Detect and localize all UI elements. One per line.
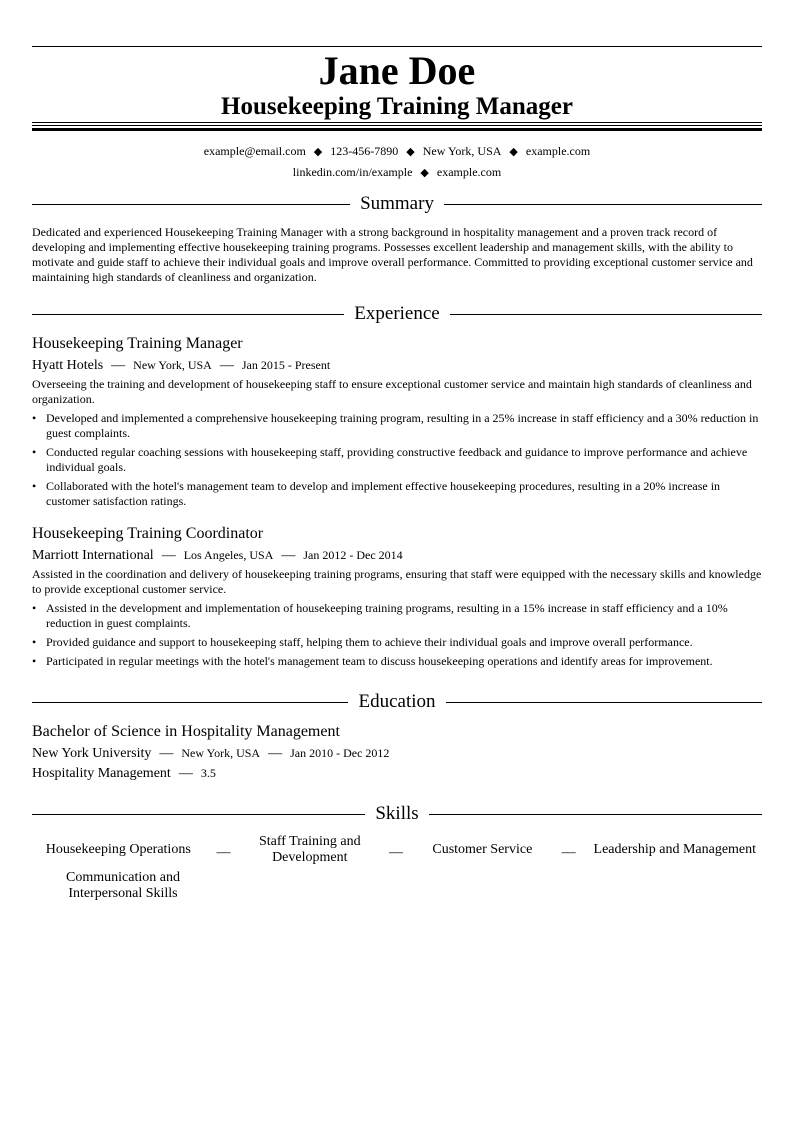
job-bullets xyxy=(32,411,762,513)
skill-item: Communication and Interpersonal Skills xyxy=(66,870,180,901)
skill-separator: — xyxy=(389,845,404,860)
skill-separator: — xyxy=(216,845,231,860)
diamond-icon: ◆ xyxy=(406,146,415,158)
education-meta: New York University — New York, USA — Jan 2010 - Dec 2012 xyxy=(32,746,390,761)
diamond-icon: ◆ xyxy=(313,146,323,158)
skills-title: Skills xyxy=(375,803,419,824)
phone-text: 123-456-7890 xyxy=(330,144,399,158)
skill-item: Housekeeping Operations xyxy=(45,842,191,857)
summary-text: Dedicated and experienced Housekeeping Training Manager with a strong background in hospitality management and a proven track record of developing and implementing effective housekeeping training programs. Possesses excellent leadership and management skills, with the ability to motivate and guide staff to achieve their individual goals and improve overall performance. Committed to providing exceptional customer service and maintaining high standards of cleanliness and organization. xyxy=(32,225,753,284)
job-location: New York, USA xyxy=(133,358,212,372)
list-item: • Participated in regular meetings with the hotel's management team to discuss housekeeping operations and identify areas for improvement. xyxy=(32,654,713,668)
gpa-value: 3.5 xyxy=(200,766,216,780)
skill-item: Staff Training and Development xyxy=(258,834,361,865)
job-title: Housekeeping Training Coordinator xyxy=(32,525,264,542)
diamond-icon: ◆ xyxy=(420,167,429,179)
job-company: Hyatt Hotels xyxy=(32,358,104,373)
skill-separator: — xyxy=(561,845,576,860)
list-item: • Developed and implemented a comprehensive housekeeping training program, resulting in a 25% increase in staff efficiency and a 30% reduction in guest complaints. xyxy=(32,411,759,440)
job-dates: Jan 2012 - Dec 2014 xyxy=(303,548,403,562)
candidate-role: Housekeeping Training Manager xyxy=(221,93,573,120)
education-field: Hospitality Management — 3.5 xyxy=(32,766,216,781)
education-heading xyxy=(32,690,762,714)
contact-line-1 xyxy=(32,143,762,160)
degree-title: Bachelor of Science in Hospitality Management xyxy=(32,723,340,740)
experience-title: Experience xyxy=(354,303,440,324)
list-item: • Conducted regular coaching sessions with housekeeping staff, providing constructive feedback and guidance to improve performance and achieve individual goals. xyxy=(32,445,748,474)
email-link[interactable]: example@email.com xyxy=(203,144,306,158)
job-dates: Jan 2015 - Present xyxy=(241,358,331,372)
job-title: Housekeeping Training Manager xyxy=(32,335,243,352)
list-item: • Collaborated with the hotel's management team to develop and implement effective housekeeping procedures, resulting in a 20% increase in customer satisfaction ratings. xyxy=(32,479,721,508)
job-meta: Hyatt Hotels — New York, USA — Jan 2015 - Present xyxy=(32,358,331,373)
job-description: Overseeing the training and development of housekeeping staff to ensure exceptional customer service and maintain high standards of cleanliness and organization. xyxy=(32,377,752,406)
experience-heading xyxy=(32,302,762,326)
skills-row-2 xyxy=(32,870,762,902)
list-item: • Assisted in the development and implementation of housekeeping training programs, resulting in a 15% increase in staff efficiency and a 10% reduction in guest complaints. xyxy=(32,601,728,630)
list-item: • Provided guidance and support to housekeeping staff, helping them to achieve their individual goals and improve overall performance. xyxy=(32,635,693,649)
diamond-icon: ◆ xyxy=(509,146,518,158)
job-meta: Marriott International — Los Angeles, USA — Jan 2012 - Dec 2014 xyxy=(32,548,403,563)
website-link-2[interactable]: example.com xyxy=(436,165,502,179)
education-dates: Jan 2010 - Dec 2012 xyxy=(290,746,390,760)
candidate-name: Jane Doe xyxy=(318,48,476,93)
website-link[interactable]: example.com xyxy=(525,144,591,158)
school-location: New York, USA xyxy=(181,746,261,760)
contact-line-2 xyxy=(32,164,762,181)
job-location: Los Angeles, USA xyxy=(183,548,274,562)
skill-item: Leadership and Management xyxy=(593,842,757,857)
job-company: Marriott International xyxy=(32,548,154,563)
education-title: Education xyxy=(358,691,436,712)
school-name: New York University xyxy=(32,746,152,761)
job-description: Assisted in the coordination and delivery of housekeeping training programs, ensuring that staff were equipped with the necessary skills and knowledge to provide exceptional customer service. xyxy=(32,567,762,596)
skill-item: Customer Service xyxy=(432,842,533,857)
job-bullets xyxy=(32,601,762,673)
top-rule xyxy=(32,46,762,47)
summary-title: Summary xyxy=(360,193,434,214)
field-of-study: Hospitality Management xyxy=(32,766,171,781)
header-rule xyxy=(32,122,762,131)
linkedin-link[interactable]: linkedin.com/in/example xyxy=(292,165,413,179)
summary-heading xyxy=(32,192,762,216)
location-text: New York, USA xyxy=(422,144,502,158)
skills-heading xyxy=(32,802,762,826)
skills-row-1 xyxy=(32,834,762,866)
